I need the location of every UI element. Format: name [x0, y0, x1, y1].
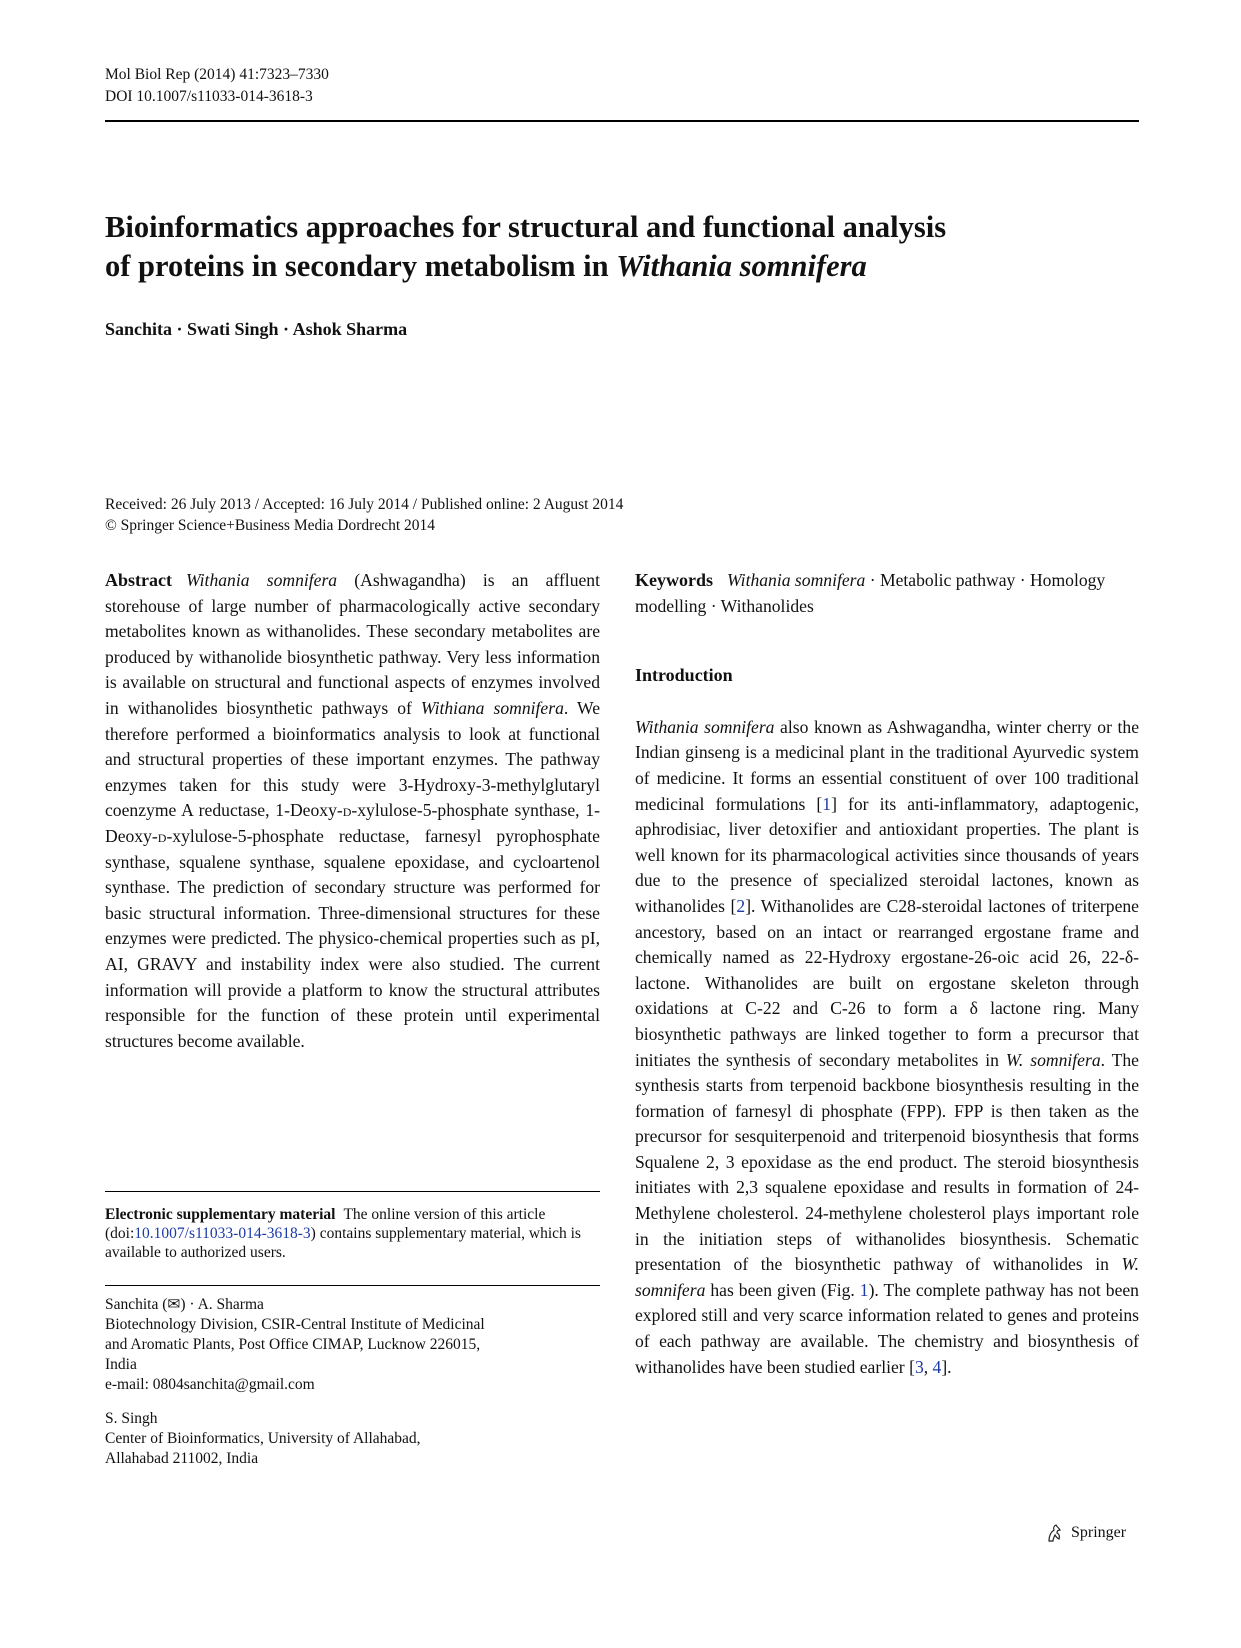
corresponding-email[interactable]: e-mail: 0804sanchita@gmail.com	[105, 1376, 315, 1393]
title-line-2	[105, 247, 1105, 286]
affiliation-2	[105, 1409, 600, 1469]
intro-text-8: ].	[941, 1356, 952, 1377]
intro-species: Withania somnifera	[635, 716, 775, 737]
title-line-2-prefix: of proteins in secondary metabolism in	[105, 249, 617, 283]
copyright-line: © Springer Science+Business Media Dordrecht 2014	[105, 517, 436, 534]
intro-text-5: has been given (Fig.	[705, 1279, 860, 1300]
citation-link-3[interactable]: 3	[914, 1356, 924, 1377]
keywords-paragraph	[635, 568, 1139, 619]
intro-species-3: W. somnifera	[635, 1254, 1139, 1300]
journal-header	[105, 64, 329, 108]
affiliation-1-line-1: Biotechnology Division, CSIR-Central Institute of Medicinal	[105, 1316, 485, 1333]
author-list: Sanchita · Swati Singh · Ashok Sharma	[105, 319, 408, 339]
publisher-name: Springer	[1071, 1524, 1127, 1541]
keywords-rest: · Metabolic pathway · Homology modelling · Withanolides	[635, 570, 1106, 616]
publication-dates	[105, 494, 623, 536]
citation-link-1[interactable]: 1	[822, 793, 832, 814]
left-column	[105, 568, 600, 1054]
article-title	[105, 208, 1105, 286]
esm-text-a: The online version of this article (doi:	[105, 1206, 546, 1242]
esm-label: Electronic supplementary material	[105, 1206, 336, 1223]
springer-horse-icon	[1045, 1523, 1065, 1543]
abstract-smallcap-2: d	[157, 825, 167, 846]
title-line-1: Bioinformatics approaches for structural and functional analysis	[105, 210, 947, 244]
abstract-text-c: -xylulose-5-phosphate synthase, 1-Deoxy-	[105, 800, 600, 846]
affiliation-1-names: Sanchita (✉) · A. Sharma	[105, 1296, 264, 1313]
esm-text-b: ) contains supplementary material, which is available to authorized users.	[105, 1225, 581, 1261]
footnote-rule	[105, 1191, 600, 1192]
esm-doi-link[interactable]: 10.1007/s11033-014-3618-3	[134, 1225, 311, 1242]
title-species: Withania somnifera	[616, 249, 867, 283]
intro-text-7: ,	[923, 1356, 933, 1377]
journal-citation: Mol Biol Rep (2014) 41:7323–7330	[105, 66, 329, 83]
keywords-label: Keywords	[635, 570, 713, 590]
intro-text-1: also known as Ashwagandha, winter cherry or the Indian ginseng is a medicinal plant in the traditional Ayurvedic system of medicine. It forms an essential constituent of over 100 traditional medicinal formulations [	[635, 716, 1140, 814]
abstract-text-d: -xylulose-5-phosphate reductase, farnesyl pyrophosphate synthase, squalene synthase, squalene epoxidase, and cycloartenol synthase. The prediction of secondary structure was performed for basic structural information. Three-dimensional structures for these enzymes were predicted. The physico-chemical properties such as pI, AI, GRAVY and instability index were also studied. The current information will provide a platform to know the structural attributes responsible for the function of these protein until experimental structures become available.	[105, 825, 600, 1051]
abstract-species: Withania somnifera	[185, 570, 338, 590]
affiliation-2-line-1: Center of Bioinformatics, University of Allahabad,	[105, 1430, 421, 1447]
publisher-logo	[1045, 1523, 1126, 1543]
supplementary-note	[105, 1205, 600, 1262]
introduction-heading: Introduction	[635, 665, 733, 686]
citation-link-4[interactable]: 4	[932, 1356, 942, 1377]
abstract-text-a: (Ashwagandha) is an affluent storehouse of large number of pharmacologically active secondary metabolites known as withanolides. These secondary metabolites are produced by withanolide biosynthetic pathway. Very less information is available on structural and functional aspects of enzymes involved in withanolides biosynthetic pathways of	[105, 570, 600, 718]
right-column	[635, 568, 1139, 1380]
abstract-species-2: Withiana somnifera	[420, 697, 564, 718]
intro-text-2: ] for its anti-inflammatory, adaptogenic, aphrodisiac, liver detoxifier and antioxidant properties. The plant is well known for its pharmacological activities since thousands of years due to the presence of specialized steroidal lactones, known as withanolides [	[635, 793, 1139, 916]
affiliation-1	[105, 1295, 600, 1395]
affiliations	[105, 1295, 600, 1483]
abstract-text-b: . We therefore performed a bioinformatics analysis to look at functional and structural properties of these important enzymes. The pathway enzymes taken for this study were 3-Hydroxy-3-methylglutaryl coenzyme A reductase, 1-Deoxy-	[105, 697, 601, 821]
intro-text-6: ). The complete pathway has not been explored still and very scarce information related to genes and proteins of each pathway are available. The chemistry and biosynthesis of withanolides have been studied earlier [	[635, 1279, 1139, 1377]
keyword-species: Withania somnifera	[727, 570, 866, 590]
affiliation-1-line-3: India	[105, 1356, 137, 1373]
figure-link-1[interactable]: 1	[859, 1279, 869, 1300]
abstract-smallcap-1: d	[342, 800, 352, 821]
affiliation-2-name: S. Singh	[105, 1410, 158, 1427]
header-rule	[105, 120, 1139, 122]
citation-link-2[interactable]: 2	[736, 895, 746, 916]
abstract-paragraph	[105, 568, 600, 1054]
intro-species-2: W. somnifera	[1005, 1049, 1101, 1070]
intro-text-4: . The synthesis starts from terpenoid backbone biosynthesis resulting in the formation of farnesyl di phosphate (FPP). FPP is then taken as the precursor for sesquiterpenoid and triterpenoid biosynthesis that forms Squalene 2, 3 epoxidase as the end product. The steroid biosynthesis initiates with 2,3 squalene epoxidase and results in formation of 24-Methylene cholesterol. 24-methylene cholesterol plays important role in the initiation steps of withanolides biosynthesis. Schematic presentation of the biosynthetic pathway of withanolides in	[635, 1049, 1139, 1275]
affiliation-2-line-2: Allahabad 211002, India	[105, 1450, 259, 1467]
doi-line: DOI 10.1007/s11033-014-3618-3	[105, 88, 313, 105]
affiliation-1-line-2: and Aromatic Plants, Post Office CIMAP, Lucknow 226015,	[105, 1336, 481, 1353]
intro-text-3: ]. Withanolides are C28-steroidal lactones of triterpene ancestory, based on an intact or rearranged ergostane frame and chemically named as 22-Hydroxy ergostane-26-oic acid 26, 22-δ-lactone. Withanolides are built on ergostane skeleton through oxidations at C-22 and C-26 to form a δ lactone ring. Many biosynthetic pathways are linked together to form a precursor that initiates the synthesis of secondary metabolites in	[635, 895, 1139, 1070]
abstract-label: Abstract	[105, 570, 172, 590]
introduction-paragraph	[635, 715, 1139, 1380]
received-accepted-line: Received: 26 July 2013 / Accepted: 16 July 2014 / Published online: 2 August 2014	[105, 496, 624, 513]
affiliation-rule	[105, 1285, 600, 1286]
